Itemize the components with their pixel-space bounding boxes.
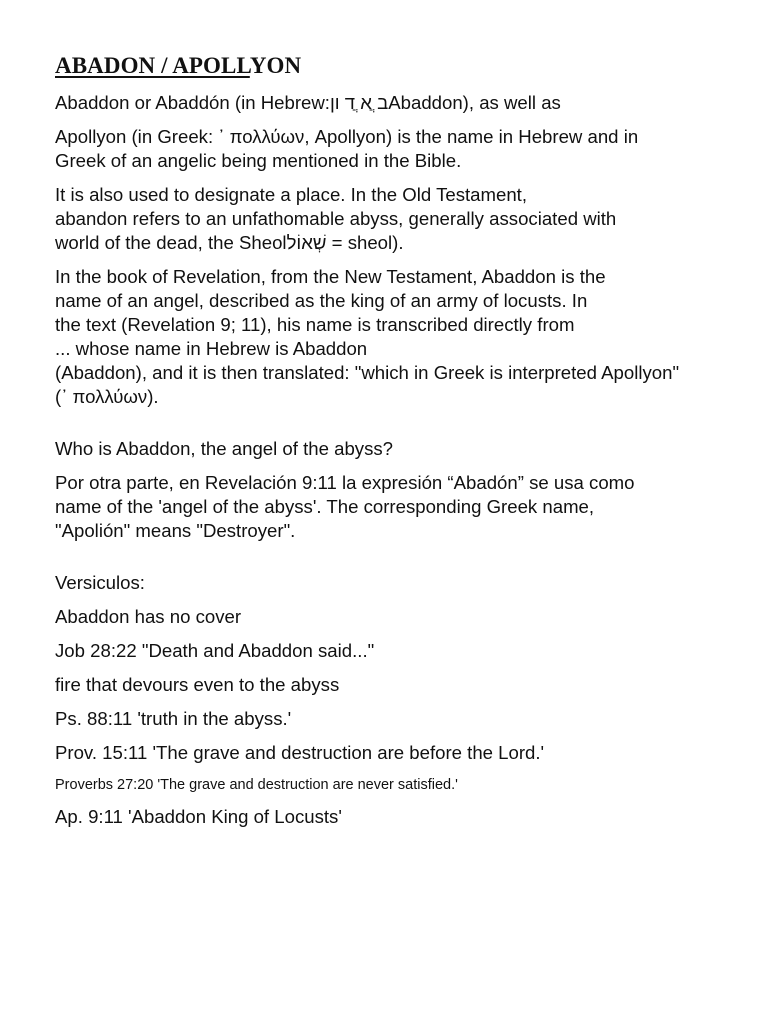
- paragraph-revelation: [55, 265, 755, 409]
- text-line: abandon refers to an unfathomable abyss, generally associated with: [55, 208, 617, 229]
- title-underlined: ABADON / APOLL: [55, 53, 250, 78]
- text-line: "Apolión" means "Destroyer".: [55, 520, 296, 541]
- text-line: Ap. 9:11 'Abaddon King of Locusts': [55, 806, 342, 827]
- paragraph-apollyon-greek: [55, 125, 755, 173]
- text-line: Proverbs 27:20 'The grave and destruction are never satisfied.': [55, 777, 458, 793]
- verse-item: [55, 741, 755, 765]
- text-line: Apollyon (in Greek: ᾿ πολλύων, Apollyon) is the name in Hebrew and in: [55, 126, 639, 147]
- verse-item: [55, 805, 755, 829]
- text-line: Prov. 15:11 'The grave and destruction are before the Lord.': [55, 742, 545, 763]
- text-line: name of the 'angel of the abyss'. The corresponding Greek name,: [55, 496, 595, 517]
- text-line: Por otra parte, en Revelación 9:11 la expresión “Abadón” se usa como: [55, 472, 635, 493]
- text-line: name of an angel, described as the king of an army of locusts. In: [55, 290, 588, 311]
- text-line: Versiculos:: [55, 572, 145, 593]
- paragraph-who-is-abaddon: [55, 437, 755, 461]
- text-line: ... whose name in Hebrew is Abaddon: [55, 338, 368, 359]
- text-line: (Abaddon), and it is then translated: "which in Greek is interpreted Apollyon": [55, 362, 680, 383]
- paragraph-spanish: [55, 471, 755, 543]
- text-line: In the book of Revelation, from the New Testament, Abaddon is the: [55, 266, 606, 287]
- text-line: Job 28:22 "Death and Abaddon said...": [55, 640, 375, 661]
- verse-item: [55, 639, 755, 663]
- document-page: [55, 52, 755, 839]
- verse-item: [55, 707, 755, 731]
- text-line: (᾿ πολλύων).: [55, 386, 159, 407]
- verse-item: [55, 605, 755, 629]
- title-rest: YON: [249, 53, 302, 78]
- text-line: world of the dead, the Sheolשְׁאוֹל = sheol).: [55, 232, 404, 253]
- paragraph-versiculos-heading: [55, 571, 755, 595]
- text-line: Abaddon or Abaddón (in Hebrew:ב ֲא ֲד וןAbaddon), as well as: [55, 92, 561, 113]
- verse-item-small: [55, 775, 755, 795]
- text-line: the text (Revelation 9; 11), his name is transcribed directly from: [55, 314, 575, 335]
- document-title: [55, 52, 755, 80]
- paragraph-abaddon-hebrew: [55, 91, 755, 115]
- text-line: fire that devours even to the abyss: [55, 674, 340, 695]
- paragraph-old-testament: [55, 183, 755, 255]
- text-line: Abaddon has no cover: [55, 606, 242, 627]
- text-line: It is also used to designate a place. In the Old Testament,: [55, 184, 528, 205]
- text-line: Ps. 88:11 'truth in the abyss.': [55, 708, 292, 729]
- text-line: Greek of an angelic being mentioned in the Bible.: [55, 150, 462, 171]
- text-line: Who is Abaddon, the angel of the abyss?: [55, 438, 394, 459]
- verse-item: [55, 673, 755, 697]
